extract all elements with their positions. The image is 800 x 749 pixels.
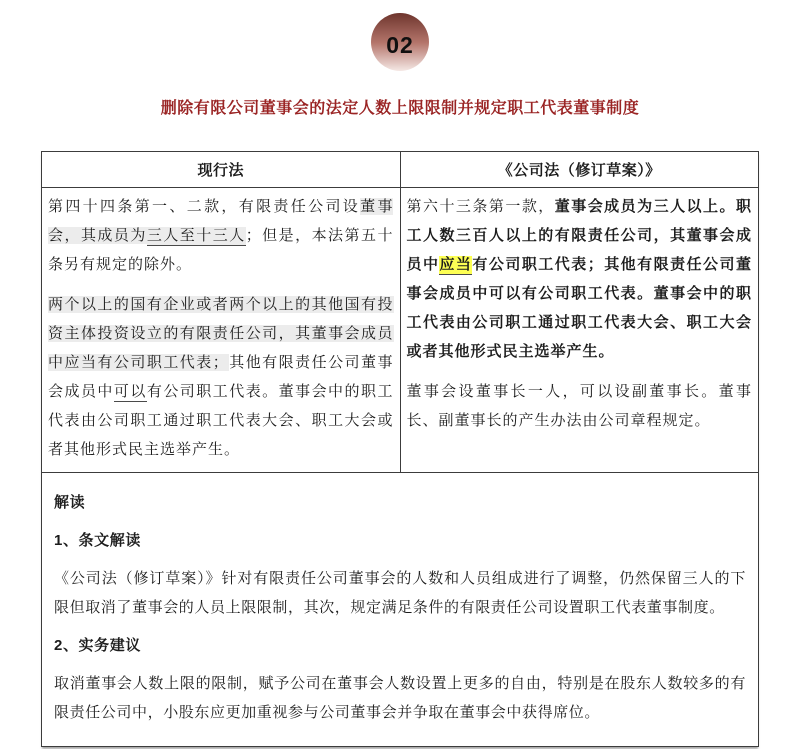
section-number-badge [371,13,429,71]
interpretation-row [42,473,759,747]
text-segment: 其他有限责任公司董事会成员中 [48,354,394,400]
table-body-row [42,188,759,473]
revision-draft-paragraph-1 [407,192,753,366]
table-header-row [42,152,759,188]
text-segment: 有公司职工代表；其他有限责任公司董事会成员中可以有公司职工代表。董事会中的职工代表由公司职工通过职工代表大会、职工大会或者其他形式民主选举产生。 [406,256,752,360]
interpretation-heading: 解读 [54,494,86,511]
text-segment: 两个以上的国有企业或者两个以上的其他国有投资主体投资设立的有限责任公司，其董事会成员中应当有公司职工代表； [48,296,394,371]
text-segment: 应当 [439,256,473,273]
text-segment: 有公司职工代表。董事会中的职工代表由公司职工通过职工代表大会、职工大会或者其他形式民主选举产生。 [48,383,394,458]
interpretation-cell [42,473,759,747]
text-segment: 董事会成员为三人以上。职工人数三百人以上的有限责任公司，其董事会成员中 [406,198,752,273]
interpretation-item2-title: 2、实务建议 [54,637,141,654]
interpretation-item2-body: 取消董事会人数上限的限制，赋予公司在董事会人数设置上更多的自由，特别是在股东人数较多的有限责任公司中，小股东应更加重视参与公司董事会并争取在董事会中获得席位。 [54,675,746,721]
text-segment: 可以 [113,383,147,400]
revision-draft-paragraph-2 [407,377,753,435]
interpretation-item1-title: 1、条文解读 [54,532,141,549]
text-segment: 董事会设董事长一人，可以设副董事长。董事长、副董事长的产生办法由公司章程规定。 [406,383,752,429]
current-law-cell [42,188,401,473]
section-title: 删除有限公司董事会的法定人数上限限制并规定职工代表董事制度 [160,100,640,117]
law-comparison-table [41,151,759,747]
text-segment: 三人至十三人 [146,227,246,244]
text-segment: 第六十三条第一款， [406,198,555,215]
text-segment: 董事会，其成员为 [48,198,394,244]
interpretation-item1-body: 《公司法（修订草案）》针对有限责任公司董事会的人数和人员组成进行了调整，仍然保留三人的下限但取消了董事会的人员上限限制，其次，规定满足条件的有限责任公司设置职工代表董事制度。 [54,570,746,616]
revision-draft-cell [400,188,759,473]
current-law-paragraph-2 [48,290,394,464]
section-number: 02 [386,31,414,58]
column-header-current-law: 现行法 [42,152,401,188]
current-law-paragraph-1 [48,192,394,279]
text-segment: ；但是，本法第五十条另有规定的除外。 [48,227,394,273]
column-header-revision-draft: 《公司法（修订草案）》 [400,152,759,188]
text-segment: 第四十四条第一、二款，有限责任公司设 [48,198,361,215]
